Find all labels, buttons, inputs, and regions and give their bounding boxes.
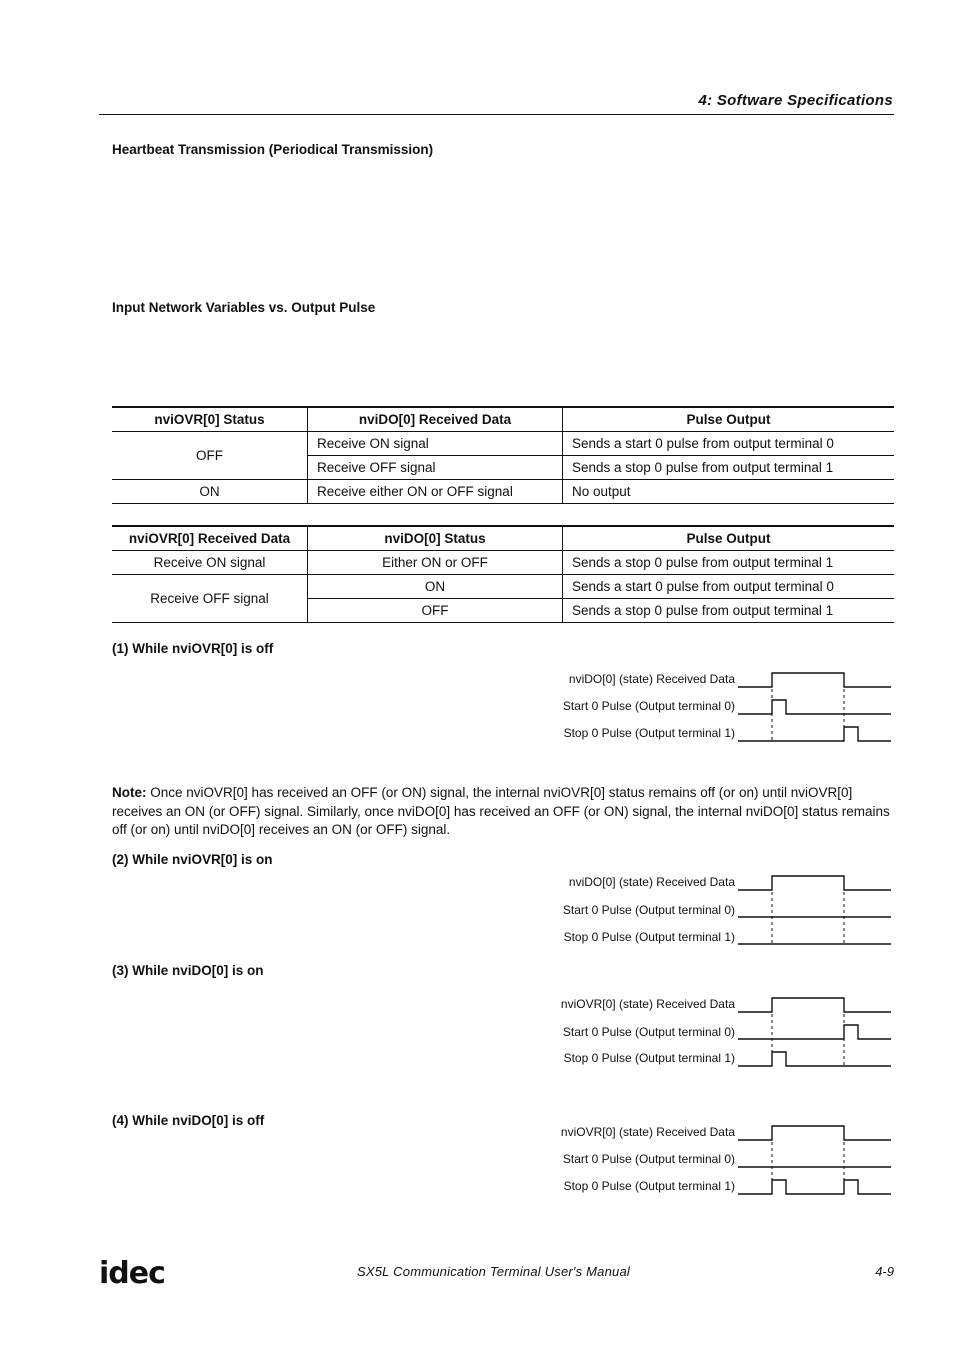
timing-label: Start 0 Pulse (Output terminal 0) — [562, 903, 735, 917]
timing-label: Stop 0 Pulse (Output terminal 1) — [563, 726, 735, 740]
table-cell: Receive OFF signal — [112, 575, 308, 623]
table-cell: Receive OFF signal — [308, 456, 563, 480]
table-row — [112, 432, 894, 456]
table-cell: Receive either ON or OFF signal — [308, 480, 563, 504]
table-cell: Sends a stop 0 pulse from output terminal 1 — [563, 599, 895, 623]
header-rule — [99, 114, 894, 115]
table-cell: Sends a stop 0 pulse from output terminal 1 — [563, 456, 895, 480]
timing-label: Stop 0 Pulse (Output terminal 1) — [563, 930, 735, 944]
table-cell: Either ON or OFF — [308, 551, 563, 575]
heading-input-vs-output: Input Network Variables vs. Output Pulse — [112, 300, 376, 315]
timing-diagram-1 — [736, 669, 896, 745]
table-cell: Sends a stop 0 pulse from output terminal 1 — [563, 551, 895, 575]
table-cell: OFF — [308, 599, 563, 623]
page-number: 4-9 — [875, 1264, 894, 1279]
table-header: Pulse Output — [563, 526, 895, 551]
state-waveform — [738, 876, 891, 890]
timing-label: Stop 0 Pulse (Output terminal 1) — [563, 1179, 735, 1193]
timing-title-4: (4) While nviDO[0] is off — [112, 1113, 265, 1128]
state-waveform — [738, 673, 891, 687]
table-row — [112, 575, 894, 599]
table-header: nviDO[0] Received Data — [308, 407, 563, 432]
footer-manual-title: SX5L Communication Terminal User's Manual — [357, 1264, 630, 1279]
timing-label: nviOVR[0] (state) Received Data — [560, 997, 735, 1011]
timing-label: nviOVR[0] (state) Received Data — [560, 1125, 735, 1139]
table-cell: No output — [563, 480, 895, 504]
timing-label: Start 0 Pulse (Output terminal 0) — [562, 699, 735, 713]
timing-title-1: (1) While nviOVR[0] is off — [112, 641, 274, 656]
timing-title-3: (3) While nviDO[0] is on — [112, 963, 264, 978]
note-text: Once nviOVR[0] has received an OFF (or ON) signal, the internal nviOVR[0] status remains off (or on) until nviOVR[0] receives an ON (or OFF) signal. Similarly, once nviDO[0] has received an OFF (or ON) signal, the internal nviDO[0] status remains off (or on) until nviDO[0] receives an ON (or OFF) signal. — [112, 785, 890, 837]
state-waveform — [738, 998, 891, 1012]
timing-label: Start 0 Pulse (Output terminal 0) — [562, 1025, 735, 1039]
timing-label: nviDO[0] (state) Received Data — [568, 875, 735, 889]
timing-label: Start 0 Pulse (Output terminal 0) — [562, 1152, 735, 1166]
state-waveform — [738, 1126, 891, 1140]
stop-pulse-waveform — [738, 1052, 891, 1066]
table-cell: ON — [112, 480, 308, 504]
table-cell: ON — [308, 575, 563, 599]
table-cell: Receive ON signal — [112, 551, 308, 575]
section-title: 4: Software Specifications — [698, 92, 893, 109]
note-paragraph — [112, 784, 894, 840]
timing-diagram-4 — [736, 1122, 896, 1198]
table-cell: Receive ON signal — [308, 432, 563, 456]
timing-title-2: (2) While nviOVR[0] is on — [112, 852, 273, 867]
timing-label: nviDO[0] (state) Received Data — [568, 672, 735, 686]
timing-label: Stop 0 Pulse (Output terminal 1) — [563, 1051, 735, 1065]
table-header: nviOVR[0] Status — [112, 407, 308, 432]
start-pulse-waveform — [738, 700, 891, 714]
table-header: nviDO[0] Status — [308, 526, 563, 551]
table-cell: Sends a start 0 pulse from output terminal 0 — [563, 575, 895, 599]
stop-pulse-waveform — [738, 727, 891, 741]
table-header: Pulse Output — [563, 407, 895, 432]
table-row — [112, 551, 894, 575]
timing-diagram-2 — [736, 872, 896, 948]
start-pulse-waveform — [738, 1025, 891, 1039]
stop-pulse-waveform — [738, 1180, 891, 1194]
table-cell: OFF — [112, 432, 308, 480]
timing-diagram-3 — [736, 994, 896, 1070]
table-ovr-status — [112, 406, 894, 504]
table-cell: Sends a start 0 pulse from output terminal 0 — [563, 432, 895, 456]
note-label: Note: — [112, 785, 147, 800]
heading-heartbeat: Heartbeat Transmission (Periodical Transmission) — [112, 142, 434, 157]
table-row — [112, 480, 894, 504]
table-header: nviOVR[0] Received Data — [112, 526, 308, 551]
table-ovr-received — [112, 525, 894, 623]
idec-logo: idec — [99, 1256, 165, 1291]
